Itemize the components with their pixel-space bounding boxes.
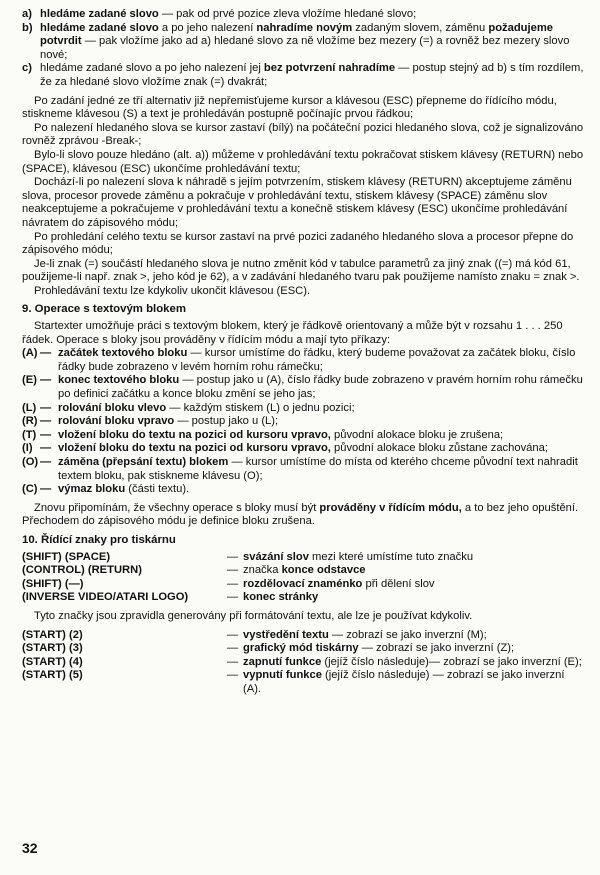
paragraph: Dochází-li po nalezení slova k náhradě s jejím potvrzením, stiskem klávesy (RETURN) akceptujeme záměnu slova, procesor provede záměnu a pokračuje v prohledávání textu, stiskem klávesy (SPACE) záměnu slov neakceptujeme a pokračujeme v prohledávání textu a konečně stiskem klávesy (ESC) ukončíme prohledávání návratem do zápisového módu; bbox=[22, 176, 572, 229]
op-row: (R) — rolování bloku vpravo — postup jako u (L); bbox=[22, 415, 279, 428]
op-row: (A) — začátek textového bloku — kursor umístíme do řádku, který budeme považovat za začátek bloku, číslo řádky bude zobrazeno v levém horním rohu rámečku; bbox=[22, 347, 576, 373]
printer-codes-table-1: (SHIFT) (SPACE) — svázání slov mezi které umístíme tuto značku (CONTROL) (RETURN) — značka konce odstavce (SHIFT) (—) — rozdělovací znaménko při dělení slov (INVERSE VIDEO/ATARI LOGO) — konec stránky bbox=[22, 550, 474, 604]
paragraph: Je-li znak (=) součástí hledaného slova je nutno změnit kód v tabulce parametrů za jiný znak ((=) má kód 61, použijeme-li např. znak >, jeho kód je 62), a v zadávání hledaného tvaru pak použijeme namísto znaku = znak >. bbox=[22, 257, 580, 284]
item-b-label: b) bbox=[22, 21, 33, 34]
item-b: hledáme zadané slovo a po jeho nalezení nahradíme novým zadaným slovem, záměnu požadujeme potvrdit — pak vložíme jako ad a) hledané slovo za ně vložíme bez mezery (=) a rovněž bez mezery slovo nové; bbox=[40, 21, 570, 61]
section-10-heading: 10. Řídící znaky pro tiskárnu bbox=[22, 533, 176, 546]
op-row: (I) — vložení bloku do textu na pozici od kursoru vpravo, původní alokace bloku zůstane zachována; bbox=[22, 442, 548, 455]
op-row: (C) — výmaz bloku (části textu). bbox=[22, 483, 190, 496]
item-c-label: c) bbox=[22, 62, 32, 75]
paragraph: Po nalezení hledaného slova se kursor zastaví (bílý) na počáteční pozici hledaného slova, což je signalizováno rovněž zprávou -Break-; bbox=[22, 121, 584, 148]
item-c: hledáme zadané slovo a po jeho nalezení jej bez potvrzení nahradíme — postup stejný ad b) s tím rozdílem, že za hledané slovo vložíme znak (=) dvakrát; bbox=[40, 62, 584, 88]
paragraph: Po zadání jedné ze tří alternativ již nepřemisťujeme kursor a klávesou (ESC) přepneme do řídícího módu, stiskneme klávesou (S) a text je prohledáván postupně počínajíc prvou řádkou; bbox=[22, 94, 557, 121]
section-9-heading: 9. Operace s textovým blokem bbox=[22, 303, 186, 316]
paragraph: Bylo-li slovo pouze hledáno (alt. a)) můžeme v prohledávání textu pokračovat stiskem klávesy (RETURN) nebo (SPACE), klávesou (ESC) ukončíme prohledávání textu; bbox=[22, 148, 584, 175]
op-row: (T) — vložení bloku do textu na pozici od kursoru vpravo, původní alokace bloku je zrušena; bbox=[22, 428, 504, 441]
paragraph: Prohledávání textu lze kdykoliv ukončit klávesou (ESC). bbox=[34, 284, 311, 297]
item-a-label: a) bbox=[22, 8, 32, 20]
intro-list bbox=[22, 8, 584, 90]
printer-codes-table-2: (START) (2) — vystředění textu — zobrazí se jako inverzní (M); (START) (3) — grafický mód tiskárny — zobrazí se jako inverzní (Z); (START) (4) — zapnutí funkce (jejíž číslo následuje)— zobrazí se jako inverzní (E); (START) (5) — vypnutí funkce (jejíž číslo následuje) — zobrazí se jako inverzní (A). bbox=[22, 628, 582, 695]
paragraph: Po prohledání celého textu se kursor zastaví na prvé pozici zadaného hledaného slova a procesor přepne do zápisového módu; bbox=[22, 230, 574, 257]
page-number: 32 bbox=[22, 840, 38, 856]
item-a: hledáme zadané slovo — pak od prvé pozice zleva vložíme hledané slovo; bbox=[40, 8, 417, 20]
section-10-middle: Tyto značky jsou zpravidla generovány při formátování textu, ale lze je používat kdykoliv. bbox=[34, 609, 473, 622]
section-9-intro: Startexter umožňuje práci s textovým blokem, který je řádkově orientovaný a může být v rozsahu 1 . . . 250 řádek. Operace s bloky jsou prováděny v řídícím módu a mají tyto příkazy: bbox=[22, 320, 563, 346]
op-row: (L) — rolování bloku vlevo — každým stiskem (L) o jednu pozici; bbox=[22, 401, 355, 414]
op-row: (O) — záměna (přepsání textu) blokem — kursor umístíme do místa od kterého chceme původní text nahradit textem bloku, pak stiskneme klávesu (O); bbox=[22, 456, 578, 482]
block-operations bbox=[22, 347, 584, 497]
section-9-closing: Znovu připomínám, že všechny operace s bloky musí být prováděny v řídícím módu, a to bez jeho opuštění. Přechodem do zápisového módu je definice bloku zrušena. bbox=[22, 501, 579, 528]
op-row: (E) — konec textového bloku — postup jako u (A), číslo řádky bude zobrazeno v pravém horním rohu rámečku po definici začátku a konce bloku změní se jeho jas; bbox=[22, 374, 583, 401]
document-page bbox=[22, 8, 584, 697]
